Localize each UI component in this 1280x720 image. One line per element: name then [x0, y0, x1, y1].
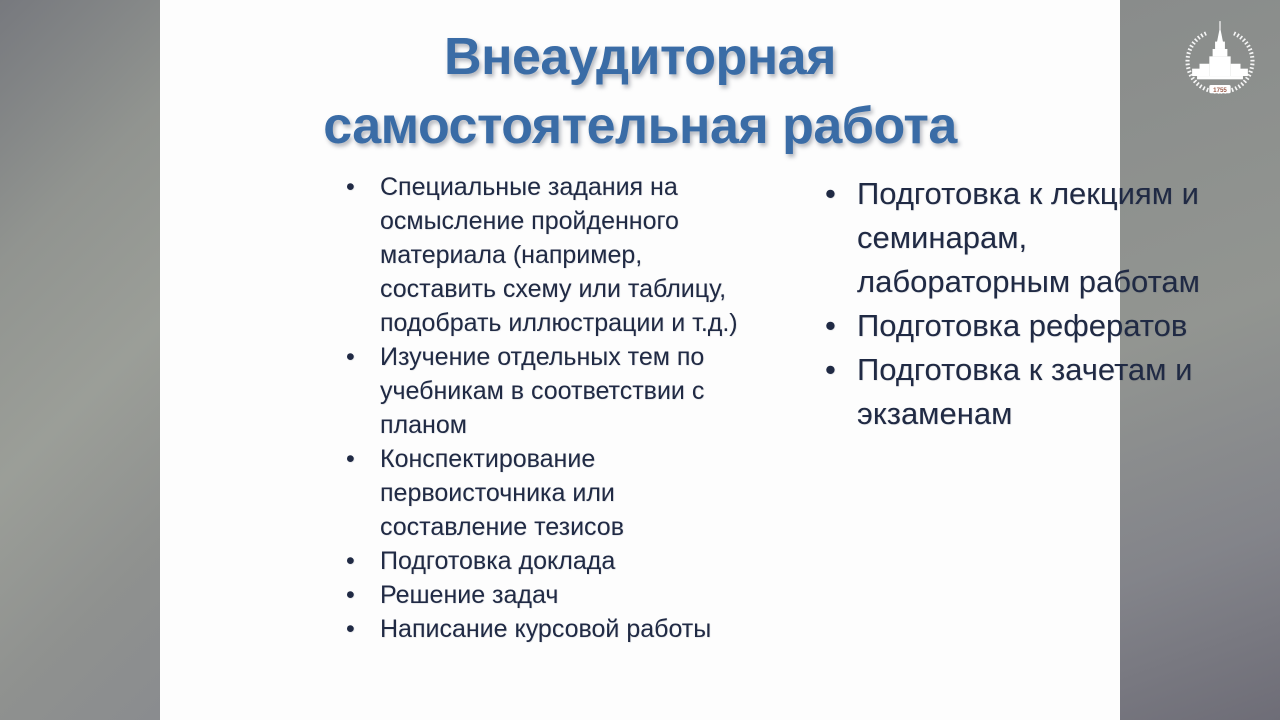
list-item: • Подготовка рефератов	[823, 304, 1242, 348]
logo-year-label: 1755	[1213, 86, 1227, 94]
list-item: • Изучение отдельных тем по учебникам в соответствии с планом	[344, 340, 745, 442]
slide-content	[160, 0, 1200, 720]
university-building-silhouette	[1192, 21, 1248, 79]
right-bullet-list	[823, 172, 1242, 436]
msu-university-emblem-icon	[1179, 10, 1261, 106]
left-gray-sidebar	[0, 0, 160, 720]
list-item: • Написание курсовой работы	[344, 612, 745, 646]
list-item: • Подготовка к лекциям и семинарам, лабораторным работам	[823, 172, 1242, 304]
list-item: • Специальные задания на осмысление пройденного материала (например, составить схему или таблицу, подобрать иллюстрации и т.д.)	[344, 170, 745, 340]
slide-title	[160, 0, 1120, 161]
list-item: • Подготовка доклада	[344, 544, 745, 578]
list-item: • Решение задач	[344, 578, 745, 612]
slide-title-line1: Внеаудиторная	[444, 28, 836, 86]
left-bullet-list	[344, 170, 745, 646]
list-item: • Подготовка к зачетам и экзаменам	[823, 348, 1242, 436]
list-item: • Конспектирование первоисточника или составление тезисов	[344, 442, 745, 544]
slide-title-line2: самостоятельная работа	[323, 97, 957, 155]
